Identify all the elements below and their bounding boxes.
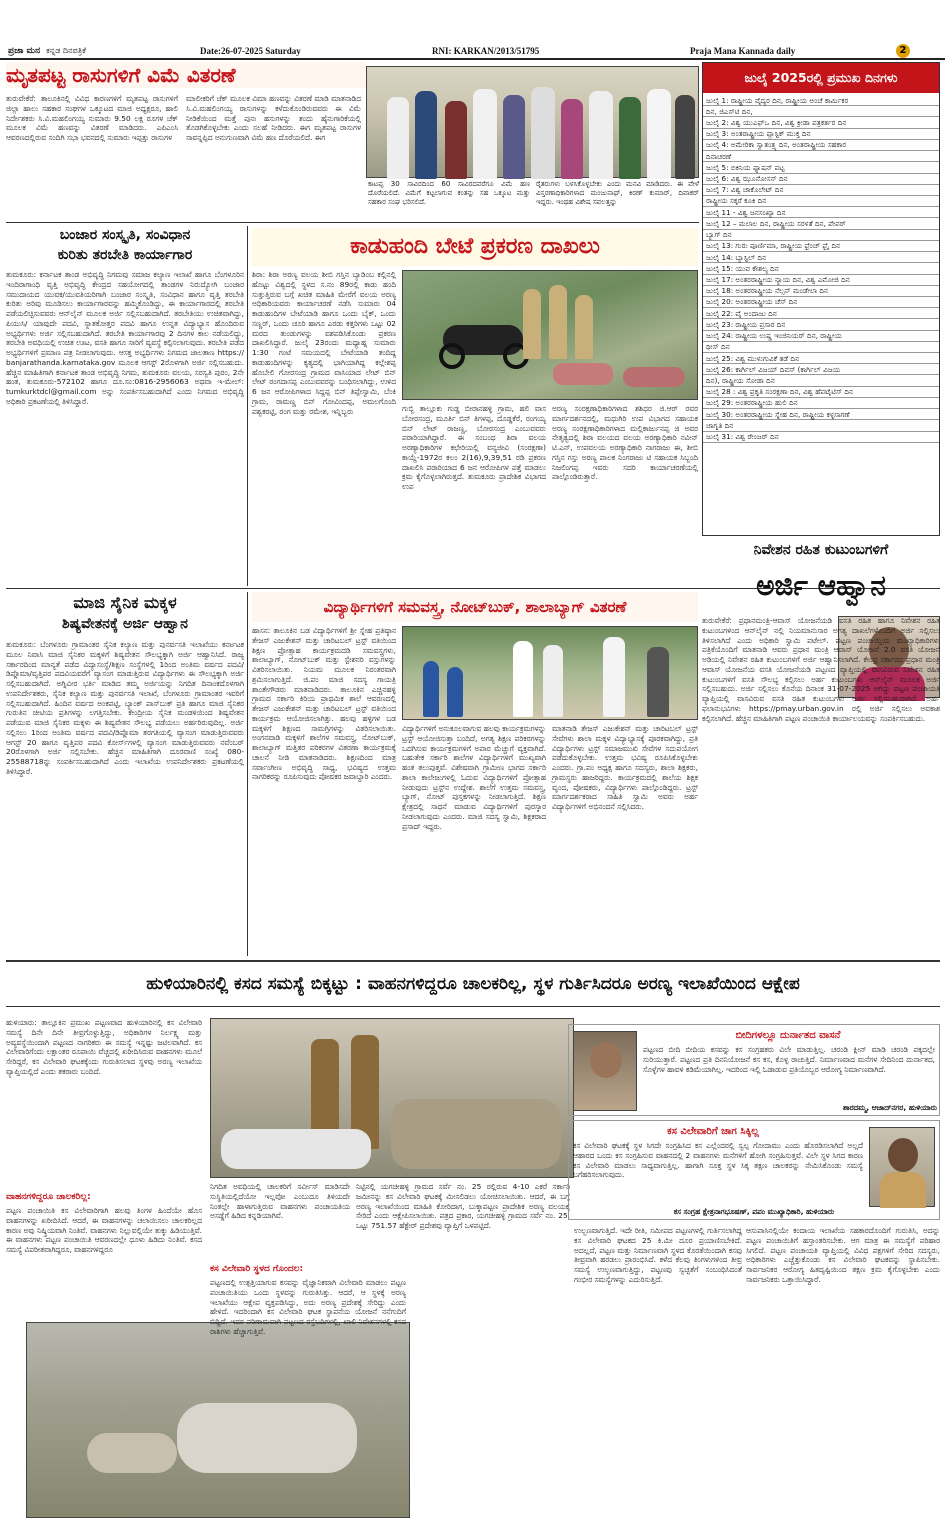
july-day-item: ಜುಲೈ 14: ಬ್ಯಾಸ್ಟಿಲ್ ದಿನ — [703, 252, 939, 263]
july-day-item: ಜುಲೈ 29: ಅಂತರರಾಷ್ಟ್ರೀಯ ಹುಲಿ ದಿನ — [703, 398, 939, 409]
july-day-item: ಜುಲೈ 24: ರಾಷ್ಟ್ರೀಯ ಉಷ್ಣ ಇಂಜಿನಿಯರ್ ದಿನ, ರಾಷ್ಟ್ರೀಯ — [703, 331, 939, 342]
article-headline-hulliyar: ಹುಳಿಯಾರಿನಲ್ಲಿ ಕಸದ ಸಮಸ್ಯೆ ಬಿಕ್ಕಟ್ಟು : ವಾಹನಗಳಿದ್ದರೂ ಚಾಲಕರಿಲ್ಲ, ಸ್ಥಳ ಗುರ್ತಿಸಿದರೂ ಅರಣ್ಯ ಇಲಾಖೆಯಿಂದ ಆಕ್ಷೇಪ — [146, 974, 800, 994]
july-day-item: ಜುಲೈ 18: ಅಂತರರಾಷ್ಟ್ರೀಯ ನೆಲ್ಸನ್ ಮಂಡೇಲಾ ದಿನ — [703, 286, 939, 297]
july-day-item: ಜುಲೈ 11 - ವಿಶ್ವ ಜನಸಂಖ್ಯಾ ದಿನ — [703, 207, 939, 218]
july-day-item: ಥೀಸ್ ದಿನ — [703, 342, 939, 353]
article-text-col1: ತುರುವೇಕೆರೆ: ತಾಲೂಕಿನಲ್ಲಿ ವಿವಿಧ ಕಾರಣಗಳಿಗೆ ಮೃತಪಟ್ಟ ರಾಸುಗಳಿಗೆ ಜಿಲ್ಲಾ ಹಾಲು ಸಹಕಾರ ಸಂಘಗಳ ಒಕ್ಕೂಟದ ಮಾಜಿ ಅಧ್ಯಕ್ಷರೂ, ಹಾಲಿ ನಿರ್ದೇಶಕರು ಸಿ.ವಿ.ಮಹಲಿಂಗಯ್ಯ ಸುಮಾರು 9.50 ಲಕ್ಷ ರೂಗಳ ಚೆಕ್ ಮೂಲಕ ವಿಮೆ ಹಣವನ್ನು ವಿತರಣೆ ಮಾಡಿದರು. ಎಪಿಎಂಸಿ ಆವರಣದಲ್ಲಿರುವ ಸಂದಿಗಿ ಸಭಾ ಭವನದಲ್ಲಿ ಸುಮಾರು ಇಪ್ಪತ್ತು ರಾಸುಗಳ — [6, 94, 178, 143]
july-day-item: ಜುಲೈ 1: ರಾಷ್ಟ್ರೀಯ ವೈದ್ಯರ ದಿನ, ರಾಷ್ಟ್ರೀಯ ಅಂಚೆ ಕಾರ್ಮಿಕರ — [703, 95, 939, 106]
july-day-item: ಜುಲೈ 15: ಯುವ ಕೌಶಲ್ಯ ದಿನ — [703, 263, 939, 274]
masthead-tagline: ಕನ್ನಡ ದಿನಪತ್ರಿಕೆ — [46, 46, 87, 55]
july-days-title: ಜುಲೈ 2025ರಲ್ಲಿ ಪ್ರಮುಖ ದಿನಗಳು — [703, 63, 939, 93]
article-ex-servicemen — [6, 592, 244, 956]
article-text-col1b: ಪಟ್ಟಣ ಪಂಚಾಯಿತಿ ಕಸ ವಿಲೇವಾರಿಗಾಗಿ ಹಲವು ತಿಂಗಳ ಹಿಂದೆಯೇ ಹೊಸ ವಾಹನಗಳನ್ನು ಖರೀದಿಸಿದೆ. ಆದರೆ, ಈ ವಾಹನಗಳನ್ನು ಚಲಾಯಿಸಲು ಚಾಲಕರಿಲ್ಲದ ಕಾರಣ ಅವು ನಿಷ್ಕ್ರಿಯವಾಗಿ ನಿಂತಿವೆ. ವಾಹನಗಳು ನಿಲ್ಲುವಲ್ಲಿಯೇ ತುಕ್ಕು ಹಿಡಿಯುತ್ತಿವೆ. ಈ ವಾಹನಗಳು ಪಟ್ಟಣ ಪಂಚಾಯಿತಿ ಆವರಣದಲ್ಲೇ ಧೂಳು ಹಿಡಿದು ನಿಂತಿವೆ. ಕಸದ ಸಮಸ್ಯೆ ವಿಪರೀತವಾಗಿದ್ದರೂ, ವಾಹನಗಳಿದ್ದರೂ — [6, 1206, 202, 1255]
july-day-item: ಬ್ಯಾಗ್ ದಿನ — [703, 230, 939, 241]
july-day-item: ಜುಲೈ 4: ಅಮೇರಿಕಾ ಸ್ವಾತಂತ್ರ್ಯ ದಿನ, ಅಂತರಾಷ್ಟ್ರೀಯ ಸಹಕಾರ — [703, 140, 939, 151]
divider — [247, 226, 248, 586]
article-headline: ಮಾಜಿ ಸೈನಿಕ ಮಕ್ಕಳ — [73, 593, 177, 612]
divider — [6, 222, 699, 223]
photo-caption-right: ರೈತರುಗಳು ಬಳಸಿಕೊಳ್ಳಬೇಕು ಎಂದು ಮನವಿ ಮಾಡಿದರು. ಈ ವೇಳೆ ವಿಸ್ತರಣಾಧಿಕಾರಿಗಳಾದ ಮಂಜುನಾಥ್, ಕಿರಣ್ ಕುಮಾರ್, ದಿವಾಕರ್ ಇದ್ದರು. ಇಂಥಹ ವಿಶೇಷ ಸವಲತ್ತನ್ನು — [536, 180, 699, 207]
article-students — [252, 592, 698, 956]
article-insurance — [6, 62, 699, 220]
article-text-col1: ಹಾಸನ: ತಾಲೂಕಿನ ಬಡ ವಿದ್ಯಾರ್ಥಿಗಳಿಗೆ ಶ್ರೀ ಸ್ನೇಹ ಪ್ರತಿಷ್ಠಾನ ತೇಜಸ್ ಎಜುಕೇಶನ್ ಮತ್ತು ಚಾರಿಟಬಲ್ ಟ್ರಸ್ಟ್ ವತಿಯಿಂದ ಶಿಕ್ಷಣ ಪ್ರೋತ್ಸಾಹ ಕಾರ್ಯಕ್ರಮದಡಿ ಸಮವಸ್ತ್ರಗಳು, ಶಾಲಾಬ್ಯಾಗ್, ನೋಟ್‌ಬುಕ್ ಮತ್ತು ಸ್ಟೇಶನರಿ ವಸ್ತುಗಳನ್ನು ವಿತರಿಸಲಾಯಿತು. ನಿಯಮ ಮೂಲಕ ನಿರಂತರವಾಗಿ ಶ್ರಮಿಸಲಾಗುತ್ತಿದೆ. ಜಿ.ಪಂ ಮಾಜಿ ಸದಸ್ಯ ಗಾಯತ್ರಿ ಶಾಂತೇಗೌಡರು ಮಾತನಾಡಿದರು. ತಾಲೂಕಿನ ಎಚ್ಚಿನಹಳ್ಳಿ ಗ್ರಾಮದ ಸರ್ಕಾರಿ ಕಿರಿಯ ಪ್ರಾಥಮಿಕ ಶಾಲೆ ಆವರಣದಲ್ಲಿ ತೇಜಸ್ ಎಜುಕೇಶನ್ ಮತ್ತು ಚಾರಿಟಬಲ್ ಟ್ರಸ್ಟ್ ವತಿಯಿಂದ ಕಾರ್ಯಕ್ರಮ ಆಯೋಜಿಸಲಾಗಿತ್ತು. ಹಲವು ಹಳ್ಳಿಗಳ ಬಡ ಮಕ್ಕಳಿಗೆ ಶಿಕ್ಷಣದ ಸಾಮಗ್ರಿಗಳನ್ನು ವಿತರಿಸಲಾಯಿತು. ಅಂಗನವಾಡಿ ಮಕ್ಕಳಿಗೆ ಶಾಲೆಗಳ ಸಮವಸ್ತ್ರ, ನೋಟ್‌ಬುಕ್, ಶಾಲಾಬ್ಯಾಗ್ ಮತ್ತಿತರ ಪರಿಕರಗಳ ವಿತರಣಾ ಕಾರ್ಯಕ್ರಮಕ್ಕೆ ಚಾಲನೆ ನೀಡಿ ಮಾತನಾಡಿದರು. ಶಿಕ್ಷಣದಿಂದ ಮಾತ್ರ ಸರ್ವಾಂಗೀಣ ಅಭಿವೃದ್ಧಿ ಸಾಧ್ಯ, ಭವಿಷ್ಯದ ಉತ್ತಮ ನಾಗರಿಕರನ್ನು ರೂಪಿಸುವುದು ಪೋಷಕರ ಜವಾಬ್ದಾರಿ ಎಂದರು. — [252, 626, 396, 782]
july-day-item: ಜುಲೈ 30: ಅಂತರರಾಷ್ಟ್ರೀಯ ಸ್ನೇಹ ದಿನ, ರಾಷ್ಟ್ರೀಯ ಕಳ್ಳಸಾಗಣೆ — [703, 409, 939, 420]
july-day-item: ಜುಲೈ 17: ಅಂತರರಾಷ್ಟ್ರೀಯ ನ್ಯಾಯ ದಿನ, ವಿಶ್ವ ಎಮೋಜಿ ದಿನ — [703, 275, 939, 286]
rni-number: RNI: KARKAN/2013/51795 — [432, 46, 540, 56]
july-day-item: ದಿನ, ಜಿಎಸ್‌ಟಿ ದಿನ, — [703, 106, 939, 117]
article-text-col3: ಅರಣ್ಯ ಸಂರಕ್ಷಣಾಧಿಕಾರಿಗಳಾದ ಶಶಿಧರ ಜಿ.ಆರ್ ರವರ ಮಾರ್ಗದರ್ಶನದಲ್ಲಿ, ಮಧುಗಿರಿ ಉಪ ವಿಭಾಗದ ಸಹಾಯಕ ಅರಣ್ಯ ಸಂರಕ್ಷಣಾಧಿಕಾರಿಗಳಾದ ಮಲ್ಲಿಕಾರ್ಜುನಪ್ಪ ಜಿ ಅವರ ನೇತೃತ್ವದಲ್ಲಿ ಶಿರಾ ವಲಯದ ವಲಯ ಅರಣ್ಯಾಧಿಕಾರಿ ನವೀನ್ ಟಿ.ಎನ್, ಉಪವಲಯ ಅರಣ್ಯಾಧಿಕಾರಿ ನಾಗರಾಜು ಈ, ಶೀಬಿ ಗಸ್ತಿನ ಗಸ್ತು ಅರಣ್ಯ ಪಾಲಕ ನಿಂಗರಾಜು ಟಿ ಸಹಾಯಕ ಸಿಬ್ಬಂದಿ ನಿಜಲಿಂಗಪ್ಪ ಇವರು ಸದರಿ ಕಾರ್ಯಾಚರಣೆಯಲ್ಲಿ ಪಾಲ್ಗೊಂಡಿರುತ್ತಾರೆ. — [552, 404, 698, 482]
divider — [6, 1006, 940, 1007]
article-body: ತುಮಕೂರು: ಬೆಂಗಳೂರು ಗ್ರಾಮಾಂತರ ಸೈನಿಕ ಕಲ್ಯಾಣ ಮತ್ತು ಪುನರ್ವಸತಿ ಇಲಾಖೆಯು ಕರ್ನಾಟಕ ಮೂಲ ನಿವಾಸಿ ಮಾಜಿ ಸೈನಿಕರ ಮಕ್ಕಳಿಗೆ ಶಿಷ್ಯವೇತನ ಸೌಲಭ್ಯಕ್ಕಾಗಿ ಅರ್ಜಿ ಆಹ್ವಾನಿಸಿದೆ. ರಾಜ್ಯ ಸರ್ಕಾರದಿಂದ ಮಾನ್ಯತೆ ಪಡೆದ ವಿದ್ಯಾಸಂಸ್ಥೆ/ಶಿಕ್ಷಣ ಸಂಸ್ಥೆಗಳಲ್ಲಿ 1ರಿಂದ ಅಂತಿಮ ವರ್ಷದ ಪದವಿ/ಡಿಪ್ಲೊಮಾ/ವೃತ್ತಿಪರ ಪದವಿಯವರೆಗೆ ವ್ಯಾಸಂಗ ಮಾಡುತ್ತಿರುವ ವಿದ್ಯಾರ್ಥಿಗಳು ಈ ಸೌಲಭ್ಯಕ್ಕಾಗಿ ಅರ್ಜಿ ಸಲ್ಲಿಸಬಹುದಾಗಿದೆ. ಅಗ್ನಿವೀರ ಭರ್ತಿ ಮಾಡಿದ ತಮ್ಮ ಅರ್ಜಿಯನ್ನು ನಿಗದಿತ ದಿನಾಂಕದೊಳಗಾಗಿ ಉಪನಿರ್ದೇಶಕರು, ಸೈನಿಕ ಕಲ್ಯಾಣ ಮತ್ತು ಪುನರ್ವಸತಿ ಇಲಾಖೆ, ಬೆಂಗಳೂರು ಗ್ರಾಮಾಂತರ ಇವರಿಗೆ ಸಲ್ಲಿಸಬಹುದಾಗಿದೆ. ಹಿಂದಿನ ವರ್ಷದ ಅಂಕಪಟ್ಟಿ, ಬ್ಯಾಂಕ್ ಪಾಸ್‌ಬುಕ್ ಪ್ರತಿ ಹಾಗೂ ಮಾಜಿ ಸೈನಿಕರ ಗುರುತಿನ ಚೀಟಿಯ ಪ್ರತಿಗಳನ್ನು ಲಗತ್ತಿಸಬೇಕು. ಕೇಂದ್ರೀಯ ಸೈನಿಕ ಮಂಡಳಿಯಿಂದ ಶಿಷ್ಯವೇತನ ಪಡೆಯುವ ಮಾಜಿ ಸೈನಿಕರ ಮಕ್ಕಳು ಈ ಶಿಷ್ಯವೇತನ ಸೌಲಭ್ಯ ಪಡೆಯಲು ಅರ್ಹರಿರುವುದಿಲ್ಲ. ಅರ್ಜಿ ಸಲ್ಲಿಸಲು 1ರಿಂದ ಅಂತಿಮ ವರ್ಷದ ಪದವಿ/ಡಿಪ್ಲೊಮಾ ತರಗತಿಯಲ್ಲಿ ವ್ಯಾಸಂಗ ಮಾಡುತ್ತಿರುವವರು ಆಗಸ್ಟ್ 20 ಹಾಗೂ ವೃತ್ತಿಪರ ಪದವಿ ಕೋರ್ಸ್‌ಗಳಲ್ಲಿ ವ್ಯಾಸಂಗ ಮಾಡುತ್ತಿರುವವರು ನವೆಂಬರ್ 20ರೊಳಗಾಗಿ ಅರ್ಜಿ ಸಲ್ಲಿಸಬೇಕು. ಹೆಚ್ಚಿನ ಮಾಹಿತಿಗಾಗಿ ದೂರವಾಣಿ ಸಂಖ್ಯೆ 080-25588718ನ್ನು ಸಂಪರ್ಕಿಸಬಹುದಾಗಿದೆ ಎಂದು ಇಲಾಖೆಯ ಉಪನಿರ್ದೇಶಕರು ಪ್ರಕಟಣೆಯಲ್ಲಿ ತಿಳಿಸಿದ್ದಾರೆ. — [6, 640, 244, 776]
article-text-col1: ಹುಳಿಯಾರು: ತಾಲ್ಲೂಕಿನ ಪ್ರಮುಖ ಪಟ್ಟಣವಾದ ಹುಳಿಯಾರಿನಲ್ಲಿ ಕಸ ವಿಲೇವಾರಿ ಸಮಸ್ಯೆ ದಿನೇ ದಿನೇ ತೀವ್ರಗೊಳ್ಳುತ್ತಿದ್ದು, ಅಧಿಕಾರಿಗಳ ನಿರ್ಲಕ್ಷ್ಯ ಮತ್ತು ಅವ್ಯವಸ್ಥೆಯಿಂದಾಗಿ ಪಟ್ಟಣದ ನಾಗರಿಕರು ಈ ಸಮಸ್ಯೆ ಇನ್ನಷ್ಟು ಜಟಿಲವಾಗಿದೆ. ಕಸ ವಿಲೇವಾರಿಗೆಂದು ಲಕ್ಷಾಂತರ ರೂಪಾಯಿ ವೆಚ್ಚದಲ್ಲಿ ಖರೀದಿಸಿರುವ ವಾಹನಗಳು ಮೂಲೆ ಸೇರಿದ್ದರೆ, ಕಸ ವಿಲೇವಾರಿ ಘಟಕಕ್ಕೆಂದು ಗುರುತಿಸಲಾದ ಸ್ಥಳವು ಅರಣ್ಯ ಇಲಾಖೆಯ ವ್ಯಾಪ್ತಿಯಲ್ಲಿದೆ ಎಂದು ತಕರಾರು ಬಂದಿದೆ. — [6, 1018, 202, 1076]
july-day-item: ಜಾಗೃತಿ ದಿನ — [703, 420, 939, 431]
quote-author: ಕಸ ಸಂಗ್ರಹ ಕ್ಷೇತ್ರನಾಗಭೂಷಣ್, ಪಪಂ ಮುಖ್ಯಾಧಿಕಾರಿ, ಹುಳಿಯಾರು — [673, 1207, 835, 1216]
article-body: ತುರುವೇಕೆರೆ: ಪ್ರಧಾನಮಂತ್ರಿ-ಆವಾಸ್ ಯೋಜನೆಯಡಿ ವಸತಿ ರಹಿತ ಹಾಗೂ ನಿವೇಶನ ರಹಿತ ಕುಟುಂಬಗಳಿಂದ ಆನ್‌ಲೈನ್ ನಲ್ಲಿ ನಿಯಮಾನುಸಾರ ಅಗತ್ಯ ದಾಖಲೆಗಳೊಂದಿಗೆ ಅರ್ಜಿ ಸಲ್ಲಿಸಲು ತಿಳಿಸಲಾಗಿದೆ ಎಂದು ಅಧಿಕಾರಿ ಸ್ವಾಮಿ ಪಟೇಲ್. ಪಟ್ಟಣ ಪಂಚಾಯ್ತಿಯ ಮುಖ್ಯಾಧಿಕಾರಿಗಳು ಪತ್ರಿಕೆಯೊಂದಿಗೆ ಮಾತನಾಡಿ ಆವರು ಪ್ರಧಾನ ಮಂತ್ರಿ ಆವಾಸ್ ಯೋಜನೆ 2.0 ವಸತಿ ಯೋಜನೆ ಅಡಿಯಲ್ಲಿ ನಿವೇಶನ ರಹಿತ ಕುಟುಂಬಗಳಿಗೆ ಅರ್ಜಿ ಆಹ್ವಾನಿಸಲಾಗಿದೆ. ಕೇಂದ್ರ ಸರ್ಕಾರದ ಪ್ರಧಾನ ಮಂತ್ರಿ ಆವಾಸ್ ಯೋಜನೆಯ ವಸತಿ ಯೋಜನೆಯಡಿ ಪಟ್ಟಣದ ವ್ಯಾಪ್ತಿಯಲ್ಲಿ ವಾಸವಿರುವ ನಿವೇಶನ ರಹಿತ ಕುಟುಂಬಗಳಿಗೆ ವಸತಿ ಸೌಲಭ್ಯ ಕಲ್ಪಿಸಲು ಅರ್ಹ ಕುಟುಂಬಗಳು ಆನ್‌ಲೈನ್ ಮೂಲಕ ಅರ್ಜಿ ಸಲ್ಲಿಸಬಹುದು. ಅರ್ಜಿ ಸಲ್ಲಿಸಲು ಕೊನೆಯ ದಿನಾಂಕ 31-07-2025 ಆಗಿದ್ದು ಪಟ್ಟಣ ಪಂಚಾಯತಿ ವ್ಯಾಪ್ತಿಯಲ್ಲಿ ವಾಸವಿರುವ ವಸತಿ ರಹಿತ ಕುಟುಂಬಗಳು ಅರ್ಜಿ ಸಲ್ಲಿಸಬಹುದಾಗಿದೆ. ಅರ್ಹ ಫಲಾನುಭವಿಗಳು https://pmay.urban.gov.in ರಲ್ಲಿ ಅರ್ಜಿ ಸಲ್ಲಿಸಲು ಅವಕಾಶ ಕಲ್ಪಿಸಲಾಗಿದೆ. ಹೆಚ್ಚಿನ ಮಾಹಿತಿಗಾಗಿ ಪಟ್ಟಣ ಪಂಚಾಯಿತಿ ಕಾರ್ಯಾಲಯವನ್ನು ಸಂಪರ್ಕಿಸಬಹುದು. — [702, 616, 940, 723]
article-headline: ಬಂಜಾರ ಸಂಸ್ಕೃತಿ, ಸಂವಿಧಾನ — [59, 227, 191, 243]
students-photo — [402, 626, 698, 720]
official-photo-quote — [869, 1127, 935, 1207]
article-text-col3: ನಿಟ್ಟಿನಲ್ಲಿ ಯಗಚೀಹಳ್ಳಿ ಗ್ರಾಮದ ಸರ್ವೆ ನಂ. 25 ರಲ್ಲಿರುವ 4-10 ಎಕರೆ ಸರ್ಕಾರಿ ಜಮೀನನ್ನು ಕಸ ವಿಲೇವಾರಿ ಘಟಕಕ್ಕೆ ಮೀಸಲಿಡಲು ಯೋಚಿಸಲಾಯಿತು. ಆದರೆ, ಈ ಬಗ್ಗೆ ಅರಣ್ಯ ಇಲಾಖೆಯಿಂದ ಮಾಹಿತಿ ಕೋರಿದಾಗ, ಬುಕ್ಕಾಪಟ್ಟಣ ಪ್ರಾದೇಶಿಕ ಅರಣ್ಯ ವಲಯಕ್ಕೆ ಸೇರಿದೆ ಎಂದು ಆಕ್ಷೇಪಿಸಲಾಯಿತು. ಪತ್ರದ ಪ್ರಕಾರ, ಯಗಚೀಹಳ್ಳಿ ಗ್ರಾಮದ ಸರ್ವೆ ನಂ. 25, ಒಟ್ಟು 751.57 ಹೆಕ್ಟೇರ್ ಪ್ರದೇಶವು ವ್ಯಾಪ್ತಿಗೆ ಒಳಪಟ್ಟಿದೆ. — [356, 1182, 570, 1231]
article-headline: ವಿದ್ಯಾರ್ಥಿಗಳಿಗೆ ಸಮವಸ್ತ್ರ, ನೋಟ್‌ಬುಕ್, ಶಾಲಾಬ್ಯಾಗ್ ವಿತರಣೆ — [252, 592, 698, 622]
july-day-item: ಜುಲೈ 3: ಅಂತರಾಷ್ಟ್ರೀಯ ಪ್ಲಾಸ್ಟಿಕ್ ಮುಕ್ತ ದಿನ — [703, 129, 939, 140]
article-text-col2: ಪಟ್ಟಣದಲ್ಲಿ ಉತ್ಪತ್ತಿಯಾಗುವ ಕಸವನ್ನು ವೈಜ್ಞಾನಿಕವಾಗಿ ವಿಲೇವಾರಿ ಮಾಡಲು ಪಟ್ಟಣ ಪಂಚಾಯಿತಿಯು ಒಂದು ಸ್ಥಳವನ್ನು ಗುರುತಿಸಿತ್ತು. ಆದರೆ, ಆ ಸ್ಥಳಕ್ಕೆ ಅರಣ್ಯ ಇಲಾಖೆಯು ಆಕ್ಷೇಪ ವ್ಯಕ್ತಪಡಿಸಿದ್ದು, ಅದು ಅರಣ್ಯ ಪ್ರದೇಶಕ್ಕೆ ಸೇರಿದ್ದು ಎಂದು ಹೇಳಿದೆ. ಇದರಿಂದಾಗಿ ಕಸ ವಿಲೇವಾರಿ ಘಟಕ ಸ್ಥಾಪನೆಯ ಯೋಜನೆ ನನೆಗುದಿಗೆ ಬಿದ್ದಿದೆ. ಇದರ ಪರಿಣಾಮವಾಗಿ ಪಟ್ಟಣದ ರಸ್ತೆಬದಿಗಳಲ್ಲಿ, ಖಾಲಿ ನಿವೇಶನಗಳಲ್ಲಿ ಕಸದ ರಾಶಿಗಳು ಹೆಚ್ಚಾಗುತ್ತಿವೆ. — [210, 1278, 406, 1336]
wild-boar-photo — [402, 270, 698, 400]
article-subheadline: ಕುರಿತು ತರಬೇತಿ ಕಾರ್ಯಾಗಾರ — [57, 247, 193, 263]
article-wild-boar — [252, 226, 698, 586]
garbage-photo-workers — [210, 1018, 574, 1178]
garbage-photo-bottom — [26, 1322, 410, 1518]
july-days-list — [703, 93, 939, 443]
masthead — [8, 46, 86, 58]
july-day-item: ಜುಲೈ 31: ವಿಶ್ವ ರೇಂಜರ್ ದಿನ — [703, 432, 939, 443]
article-text-col2: ಗುಬ್ಬಿ ತಾಲ್ಲೂಕು ಗುಡ್ಡ ಬೀರಾನಹಳ್ಳಿ ಗ್ರಾಮ, ಹಲಿ ವಾಸ ಬೋರಸಂದ್ರ, ಮೂರ್ತಿ ಬಿನ್ ತಿಗಳಪ್ಪ, ದೊಡ್ಡಕೆರೆ, ರಂಗಯ್ಯ ಬಿನ್ ಲೇಟ್ ರಾಜಣ್ಣ, ಬೋರಸಂದ್ರ ಎಂಬುವವರು ಪರಾರಿಯಾಗಿದ್ದಾರೆ. ಈ ಸಂಬಂಧ ಶಿರಾ ವಲಯ ಅರಣ್ಯಾಧಿಕಾರಿಗಳ ಕಛೇರಿಯಲ್ಲಿ ವನ್ಯಜೀವಿ (ಸಂರಕ್ಷಣಾ) ಕಾಯ್ದೆ-1972ರ ಕಲಂ 2(16),9,39,51 ರಡಿ ಪ್ರಕರಣ ದಾಖಲಿಸಿ ಪರಾರಿಯಾದ 6 ಜನ ಆರೋಪಿಗಳ ಪತ್ತೆ ಮಾಡಲು ಕ್ರಮ ಕೈಗೊಳ್ಳಲಾಗಿರುತ್ತದೆ. ತುಮಕೂರು ಪ್ರಾದೇಶಿಕ ವಿಭಾಗದ ಉಪ — [402, 404, 546, 492]
july-day-item: ಜುಲೈ 26: ಕಾರ್ಗಿಲ್ ವಿಜಯ್ ದಿವಸ್ (ಕಾರ್ಗಿಲ್ ವಿಜಯ — [703, 364, 939, 375]
article-housing — [702, 540, 940, 956]
masthead-bar — [0, 0, 945, 60]
quote-title: ಬೀದಿಗಳಲ್ಲೂ ದುರ್ನಾತದ ವಾಸನೆ — [735, 1030, 841, 1041]
article-text-col2: ಮಾಲೀಕರಿಗೆ ಚೆಕ್ ಮೂಲಕ ವಿಮಾ ಹಣವನ್ನು ವಿತರಣೆ ಮಾಡಿ ಮಾತನಾಡಿದ ಸಿ.ವಿ.ಮಹಲಿಂಗಯ್ಯ ರಾಸುಗಳನ್ನು ಕಳೆದುಕೊಂಡಿರುವವರು ಈ ವಿಮೆ ನೀಡಿಕೆಯಿಂದ ಮತ್ತೆ ಪುನಃ ಹಸುಗಳನ್ನು ತಂದು ಹೈನುಗಾರಿಕೆಯಲ್ಲಿ ತೊಡಗಿಕೊಳ್ಳಬೇಕು ಎಂದು ಸಲಹೆ ನೀಡಿದರು. ಈಗ ಮೃತಪಟ್ಟ ರಾಸುಗಳ ಸಾವನ್ನಪ್ಪಿದ ಅನುಗುಣವಾಗಿ ವಿಮೆ ಹಣ ದೊರೆಯಲಿದೆ. ಈಗ — [186, 94, 361, 143]
brand-name: Praja Mana Kannada daily — [690, 46, 796, 56]
quote-author: ಶಾರದಮ್ಮ, ಆಜಾದ್‌ನಗರ, ಹುಳಿಯಾರು — [842, 1103, 937, 1112]
july-day-item: ಜುಲೈ 5: ಬಿಕಿನಿಯ ಫ್ಯಾಷನ್ ಪಟ್ಟ — [703, 162, 939, 173]
article-headline: ಮೃತಪಟ್ಟ ರಾಸುಗಳಿಗೆ ವಿಮೆ ವಿತರಣೆ — [6, 62, 366, 88]
quote-box-official — [568, 1120, 940, 1220]
july-day-item: ಜುಲೈ 7: ವಿಶ್ವ ಚಾಕೊಲೇಟ್ ದಿನ — [703, 185, 939, 196]
july-days-box — [702, 62, 940, 536]
july-day-item: ಜುಲೈ 13: ಗುರು ಪೂರ್ಣಿಮಾ, ರಾಷ್ಟ್ರೀಯ ಫ್ರೆಂಚ್ ಫ್ರೈ ದಿನ — [703, 241, 939, 252]
divider — [247, 592, 248, 956]
july-day-item: ಜುಲೈ 28 : ವಿಶ್ವ ಪ್ರಕೃತಿ ಸಂರಕ್ಷಣಾ ದಿನ, ವಿಶ್ವ ಹೆಪಟೈಟಿಸ್ ದಿನ — [703, 387, 939, 398]
article-hulliyar — [6, 1010, 940, 1520]
article-text-col5: ಆಸುಪಾಸಿನಲ್ಲಿಯೇ ಕಂದಾಯ ಇಲಾಖೆಯ ಸಹಕಾರದೊಂದಿಗೆ ಗುರುತಿಸಿ, ಅದನ್ನು ಪಟ್ಟಣ ಪಂಚಾಯಿತಿಗೆ ಹಸ್ತಾಂತರಿಸಬೇಕು. ಆಗ ಮಾತ್ರ ಈ ಸಮಸ್ಯೆಗೆ ಪರಿಹಾರ ಸಿಗಲಿದೆ. ಪಟ್ಟಣ ಪಂಚಾಯತಿ ವ್ಯಾಪ್ತಿಯಲ್ಲಿ ವಿವಿಧ ಪಕ್ಷಗಳಿಗೆ ಸೇರಿದ ಸದಸ್ಯರು, ಅಧಿಕಾರಿಗಳು ಎಚ್ಚೆತ್ತುಕೊಂಡು ಕಸ ವಿಲೇವಾರಿ ಘಟಕವನ್ನು ಸ್ಥಾಪಿಸಬೇಕು. ಸಾರ್ವಜನಿಕರ ಆರೋಗ್ಯ ಹಿತದೃಷ್ಟಿಯಿಂದ ತಕ್ಷಣ ಕ್ರಮ ಕೈಗೊಳ್ಳಬೇಕು ಎಂದು ಸಾರ್ವಜನಿಕರು ಒತ್ತಾಯಿಸಿದ್ದಾರೆ. — [746, 1226, 940, 1284]
article-subheadline: ಶಿಷ್ಯವೇತನಕ್ಕೆ ಅರ್ಜಿ ಆಹ್ವಾನ — [62, 616, 188, 632]
july-day-item: ಜುಲೈ 6: ವಿಶ್ವ ಝೂನೋಸಸ್ ದಿನ — [703, 174, 939, 185]
photo-caption-left: ಕಾಟಪ್ಪ 30 ಸಾವಿರದಿಂದ 60 ಸಾವಿರದವರೆಗೂ ವಿಮೆ ಹಣ ದೊರೆಯಲಿದೆ. ವಿಮೆಗೆ ಕಟ್ಟಲಾಗುವ ಕಂತನ್ನು ಸಹ ಒಕ್ಕೂಟ ಮತ್ತು ಸಹಕಾರ ಸಂಘ ಭರಿಸಲಿದೆ. — [368, 180, 530, 207]
july-day-item: ರಾಷ್ಟ್ರೀಯ ಸಕ್ಕರೆ ಕೂಕಿ ದಿನ — [703, 196, 939, 207]
subheading-vehicles: ವಾಹನಗಳಿದ್ದರೂ ಚಾಲಕರಿಲ್ಲ: — [6, 1192, 91, 1202]
masthead-name: ಪ್ರಜಾ ಮನ — [8, 46, 41, 56]
quote-body: ಕಸ ವಿಲೇವಾರಿ ಘಟಕಕ್ಕೆ ಸ್ಥಳ ಸಿಗದೇ ಸಂಗ್ರಹಿಸಿದ ಕಸ ಎಲ್ಲೆಂದರಲ್ಲಿ ಸ್ವಲ್ಪ ಗೋದಾಮು ಎಂದು ಹೊರಡಿಸಲಾಗಿದೆ ಅಲ್ಲದೆ ಆಹಾರದ ಒಂದು ಕಸ ಸಂಗ್ರಹಿಸುವ ವಾಹನದಲ್ಲಿ 2 ವಾಹನಗಳು ಮನೆಗಳಿಗೆ ಹೋಗಿ ಸಂಗ್ರಹಿಸುತ್ತವೆ. ವಿಲೇ ಸ್ಥಳ ಸಿಗದ ಕಾರಣ ಕಸ ವಿಲೇವಾರಿ ಮಾಡಲು ಸಾಧ್ಯವಾಗುತ್ತಿಲ್ಲ. ಹಾಗಾಗಿ ಸೂಕ್ತ ಸ್ಥಳ ಸಿಕ್ಕ ತಕ್ಷಣ ಚಾಲಕರನ್ನು ನೇಮಿಸಿಕೊಂಡು ಸಮಸ್ಯೆ ಬಗೆಹರಿಸಲಾಗುವುದು. — [573, 1141, 863, 1180]
subheading-site: ಕಸ ವಿಲೇವಾರಿ ಸ್ಥಳದ ಗೊಂದಲ: — [210, 1264, 304, 1274]
article-text-col2: ವಿದ್ಯಾರ್ಥಿಗಳಿಗೆ ಅನುಕೂಲವಾಗುವ ಹಲವು ಕಾರ್ಯಕ್ರಮಗಳನ್ನು ಟ್ರಸ್ಟ್ ಆಯೋಜಿಸುತ್ತಾ ಬಂದಿದೆ, ಅಗತ್ಯ ಶಿಕ್ಷಣ ಪರಿಕರಗಳನ್ನು ಒದಗಿಸುವ ಕಾರ್ಯಕ್ರಮಗಳಿಗೆ ಅಪಾರ ಮೆಚ್ಚುಗೆ ವ್ಯಕ್ತವಾಗಿದೆ. ಬಹುತೇಕ ಸರ್ಕಾರಿ ಶಾಲೆಗಳ ವಿದ್ಯಾರ್ಥಿಗಳಿಗೆ ಮುಖ್ಯವಾಗಿ ಹಂತ ತಲುಪುತ್ತವೆ. ವಿಶೇಷವಾಗಿ ಗ್ರಾಮೀಣ ಭಾಗದ ಸರ್ಕಾರಿ ಶಾಲಾ ಕಾಲೇಜುಗಳಲ್ಲಿ ಓದುವ ವಿದ್ಯಾರ್ಥಿಗಳಿಗೆ ಪ್ರೋತ್ಸಾಹ ನೀಡುವುದು ಟ್ರಸ್ಟ್‌ನ ಉದ್ದೇಶ. ಶಾಲೆಗೆ ಉತ್ತಮ ಸಮವಸ್ತ್ರ, ಬ್ಯಾಗ್, ನೋಟ್ ಪುಸ್ತಕಗಳನ್ನು ನೀಡಲಾಗುತ್ತಿದೆ. ಶಿಕ್ಷಣ ಕ್ಷೇತ್ರದಲ್ಲಿ ಸಾಧನೆ ಮಾಡುವ ವಿದ್ಯಾರ್ಥಿಗಳಿಗೆ ಪುರಸ್ಕಾರ ನೀಡಲಾಗುವುದು ಎಂದರು. ಮಾಜಿ ಸದಸ್ಯ ಸ್ವಾಮಿ, ಶಿಕ್ಷಕರಾದ ಪ್ರಸಾದ್ ಇದ್ದರು. — [402, 724, 546, 831]
article-text-col4: ಉಲ್ಬಣವಾಗುತ್ತಿದೆ. ಇದೇ ರೀತಿ, ಸಮೀಪದ ಪಟ್ಟಣಗಳಲ್ಲಿ ಗುರ್ತಿಸಲಾಗಿದ್ದ ಕಸ ವಿಲೇವಾರಿ ಘಟಕದ 25 ಕಿ.ಮೀ ದೂರ ಪ್ರಯಾಣಿಸಬೇಕಿದೆ. ಅದಲ್ಲದೆ, ಪಟ್ಟಣ ಮತ್ತು ನಿರ್ಮಾಣವಾಗಿ ಸ್ಥಳದ ಕೊರತೆಯಿಂದಾಗಿ ಕಸವು ತೀವ್ರವಾಗಿ ಹರಡಲು ಪ್ರಾರಂಭಿಸಿದೆ. ಕಳೆದ ಕೆಲವು ತಿಂಗಳುಗಳಿಂದ ತೀವ್ರ ಸಮಸ್ಯೆ ಉಲ್ಬಣವಾಗುತ್ತಿದ್ದು, ಪಟ್ಟಣವು ಸ್ವಚ್ಛತೆಗೆ ಸಂಬಂಧಿಸಿದಂತೆ ಗಂಭೀರ ಸಮಸ್ಯೆಗಳನ್ನು ಎದುರಿಸುತ್ತಿದೆ. — [574, 1226, 742, 1284]
quote-title: ಕಸ ವಿಲೇವಾರಿಗೆ ಜಾಗ ಸಿಕ್ಕಿಲ್ಲ — [667, 1126, 759, 1137]
july-day-item: ದಿನಾಚರಣೆ — [703, 151, 939, 162]
article-headline: ಕಾಡುಹಂದಿ ಬೇಟೆ ಪ್ರಕರಣ ದಾಖಲು — [252, 228, 698, 266]
july-day-item: ಜುಲೈ 12 – ಮಲಾಲ ದಿನ, ರಾಷ್ಟ್ರೀಯ ಸರಳತೆ ದಿನ, ಪೇಪರ್ — [703, 218, 939, 229]
july-day-item: ಜುಲೈ 20: ಅಂತರರಾಷ್ಟ್ರೀಯ ಚೆಸ್ ದಿನ — [703, 297, 939, 308]
resident-photo — [573, 1031, 637, 1111]
article-headline: ನಿವೇಶನ ರಹಿತ ಕುಟುಂಬಗಳಿಗೆ — [753, 542, 889, 558]
article-body: ತುಮಕೂರು: ಕರ್ನಾಟಕ ತಾಂಡ ಅಭಿವೃದ್ಧಿ ನಿಗಮವು ಸಮಾಜ ಕಲ್ಯಾಣ ಇಲಾಖೆ ಹಾಗೂ ಬೆಂಗಳೂರಿನ ಇಂದಿರಾಗಾಂಧಿ ವೃತ್ತಿ ಅಭಿವೃದ್ಧಿ ಕೇಂದ್ರದ ಸಹಯೋಗದಲ್ಲಿ ತಾಂಡಗಳ ನಿರುದ್ಯೋಗಿ ಬಂಜಾರ ಸಮುದಾಯದ ಯುವಕ/ಯುವತಿಯರಿಗಾಗಿ ಬಂಜಾರ ಸಂಸ್ಕೃತಿ, ಸಂವಿಧಾನ ಹಾಗೂ ವೃತ್ತಿ ತರಬೇತಿ ಕುರಿತು ಅರಿವು ಮೂಡಿಸಲು ಕಾರ್ಯಾಗಾರವನ್ನು ಹಮ್ಮಿಕೊಂಡಿದ್ದು, ಈ ಕಾರ್ಯಾಗಾರದಲ್ಲಿ ತರಬೇತಿ ಪಡೆಯಲಿಚ್ಛಿಸುವವರು ಆನ್‌ಲೈನ್ ಮೂಲಕ ಅರ್ಜಿ ಸಲ್ಲಿಸಬಹುದಾಗಿದೆ. ತರಬೇತಿಯು ಉಚಿತವಾಗಿದ್ದು, ಪಿಯುಸಿ/ ಯಾವುದೇ ಪದವಿ, ಸ್ನಾತಕೋತ್ತರ ಪದವಿ ಹಾಗೂ ಉನ್ನತ ವಿದ್ಯಾಭ್ಯಾಸ ಹೊಂದಿರುವ ಅಭ್ಯರ್ಥಿಗಳು ಅರ್ಜಿ ಸಲ್ಲಿಸಬಹುದಾಗಿದೆ. ತರಬೇತಿ ಕಾರ್ಯಾಗಾರವು 2 ದಿನಗಳ ಕಾಲ ನಡೆಯಲಿದ್ದು, ತರಬೇತಿ ಅವಧಿಯಲ್ಲಿ ಉಚಿತ ಊಟ, ವಸತಿ ಹಾಗೂ ಸಾರಿಗೆ ವ್ಯವಸ್ಥೆ ಕಲ್ಪಿಸಲಾಗುವುದು. ತರಬೇತಿ ಪಡೆದ ಅಭ್ಯರ್ಥಿಗಳಿಗೆ ಪ್ರಮಾಣ ಪತ್ರ ನೀಡಲಾಗುವುದು. ಆಸಕ್ತ ಅಭ್ಯರ್ಥಿಗಳು ನಿಗಮದ ಜಾಲತಾಣ https:// banjarathanda.karnataka.gov ಮೂಲಕ ಆಗಸ್ಟ್ 2ರೊಳಗಾಗಿ ಅರ್ಜಿ ಸಲ್ಲಿಸಬಹುದು. ಹೆಚ್ಚಿನ ಮಾಹಿತಿಗಾಗಿ ಕರ್ನಾಟಕ ತಾಂಡ ಅಭಿವೃದ್ಧಿ ನಿಗಮ, ತುಮಕೂರು ವಲಯ, ಸರಸ್ವತಿ ಪುರಂ, 2ನೇ ಹಂತ, ತುಮಕೂರು-572102 ಹಾಗೂ ದೂ.ಸಂ:0816-2956063 ಅಥವಾ ಇ-ಮೇಲ್: tumkurktdcl@gmail.com ಅನ್ನು ಸಂಪರ್ಕಿಸಬಹುದಾಗಿದೆ ಎಂದು ನಿಗಮದ ಅಭಿವೃದ್ಧಿ ಅಧಿಕಾರಿ ಪ್ರಕಟಣೆಯಲ್ಲಿ ತಿಳಿಸಿದ್ದಾರೆ. — [6, 270, 244, 406]
quote-body: ಪಟ್ಟಣದ ಬೀದಿ ಬೀದಿಯ ಕಸವನ್ನು ಕಸ ಸಂಗ್ರಹಕರು ವಿಲೇ ಮಾಡುತ್ತಿಲ್ಲ. ಚರಂಡಿ ಕ್ಲೀನ್ ಮಾಡಿ ಚರಂಡಿ ಪಕ್ಕದಲ್ಲೇ ಸುರಿಯುತ್ತಾರೆ. ಪಟ್ಟಣದ ಪ್ರತಿ ದಿನನಿಯೋಜನೆ ಕಸ ಕಸ, ಕೊಳ್ಳ ರಾಚುತ್ತಿದೆ. ನಿರ್ಮಾಣವಾದ ಮನೆಗಳ ಸೇದಿನಿಂದ ದುರ್ನಾತದ, ಸೊಳ್ಳೆಗಳ ಹಾವಳಿ ಕಡಿಮೆಯಾಗಿಲ್ಲ. ಇದರಿಂದ ಇಲ್ಲಿ ಓಡಾಡುವ ಪ್ರತಿಯೊಬ್ಬರ ಆರೋಗ್ಯ ನಿರ್ಮಾಣವಾಗಿದೆ. — [643, 1045, 935, 1074]
july-day-item: ಜುಲೈ 2: ವಿಶ್ವ ಯುಎಫ್‌ಒ ದಿನ, ವಿಶ್ವ ಕ್ರೀಡಾ ಪತ್ರಕರ್ತರ ದಿನ — [703, 117, 939, 128]
article-subheadline: ಅರ್ಜಿ ಆಹ್ವಾನ — [756, 569, 886, 602]
quote-box-resident — [568, 1024, 940, 1116]
article-text-col1: ಶಿರಾ: ಶಿರಾ ಅರಣ್ಯ ವಲಯ ಶೀಬಿ ಗಸ್ತಿನ ಬ್ಯಾಡಿಂಬ ಕಲ್ಲಿನಲ್ಲಿ ಹೊಟ್ಟು ವಿಶ್ವದಲ್ಲಿ ಸ್ಥಳದ ಸ.ನಂ 89ರಲ್ಲಿ ಕಾಡು ಹಂದಿ ಸುತ್ತುತ್ತಿರುವ ಬಗ್ಗೆ ಖಚಿತ ಮಾಹಿತಿ ಮೇರೆಗೆ ವಲಯ ಅರಣ್ಯ ಅಧಿಕಾರಿಯವರು ಕಾರ್ಯಾಚರಣೆ ನಡೆಸಿ ಸುಮಾರು 04 ಕಾಡುಹಂದಿಗಳ ಬೇಟೆಯಾಡಿ ಹಾಗೂ ಒಂದು ಬೈಕ್, ಒಂದು ಸಣ್ಣರ್, ಒಂದು ಚೂರಿ ಹಾಗೂ ಎರಡು ಕತ್ತರಿಗಳು ಒಟ್ಟು 02 ಮರದ ತುಂಡುಗಳನ್ನು ವಶಪಡಿಸಿಕೊಂಡು ಪ್ರಕರಣ ದಾಖಲಿಸಿದ್ದಾರೆ. ಜುಲೈ 23ರಂದು ಮಧ್ಯಾಹ್ನ ಸುಮಾರು 1:30 ಗಂಟೆ ಸಮಯದಲ್ಲಿ ಬೇಟೆಯಾಡಿ ತಂದಿದ್ದ ಕಾಡುಹಂದಿಗಳನ್ನು ಕೃತ್ಯದಲ್ಲಿ ಭಾಗಿಯಾಗಿದ್ದ ಕಲ್ಲೇಶಪ್ಪ ಹೊಬೇಲಿ ಗೋರಸಂದ್ರ ಗ್ರಾಮದ ವಾಸಿಯಾದ ಲೇಟ್ ಬಿನ್ ಲೇಟ್ ರಂಗದಾಸಪ್ಪ ಎಂಬುವವರನ್ನು ಬಂಧಿಸಲಾಗಿದ್ದು, ಉಳಿದ 6 ಜನ ಆರೋಪಿಗಳಾದ ಸಿದ್ದಪ್ಪ ಬಿನ್ ತಿಪ್ಪೇಸ್ವಾಮಿ, ಬೆಂಕಿ ಗ್ರಾಮ, ರಾಮಣ್ಣ ಬಿನ್ ಗೋವಿಂದಪ್ಪ, ಅಮಲಗೊಂದಿ ಪಶ್ವಕರಟ್ಟಿ, ರಂಗ ಮತ್ತು ರಮೇಶ, ಇನ್ನಿಬ್ಬರು — [252, 270, 396, 416]
july-day-item: ಜುಲೈ 23: ರಾಷ್ಟ್ರೀಯ ಪ್ರಸಾರ ದಿನ — [703, 319, 939, 330]
issue-date: Date:26-07-2025 Saturday — [200, 46, 301, 56]
photo-caption: ನಿಗದಿತ ಅವಧಿಯಲ್ಲಿ ಚಾಲಕರಿಗೆ ಸರ್ವೀಸ್ ಮಾಡಿಸದೇ ಸುಸ್ಥಿತಿಯಲ್ಲಿದೆಯೋ ಇಲ್ಲವೋ ಎಂಬುದೂ ತಿಳಿಯದೇ ನಿಂತಲ್ಲೇ ಹಾಳಾಗುತ್ತಿರುವ ವಾಹನಗಳು ಪಂಚಾಯತಿಯ ಅಸಡ್ಡೆಗೆ ಹಿಡಿದ ಕನ್ನಡಿಯಾಗಿವೆ. — [210, 1182, 350, 1221]
july-day-item: ಜುಲೈ 22: ಪೈ ಅಂದಾಜು ದಿನ — [703, 308, 939, 319]
divider — [6, 960, 940, 962]
insurance-photo — [366, 66, 699, 178]
article-banjara — [6, 226, 244, 586]
page-number: 2 — [896, 44, 910, 58]
article-text-col3: ಮಾತನಾಡಿ ತೇಜಸ್ ಎಜುಕೇಶನ್ ಮತ್ತು ಚಾರಿಟಬಲ್ ಟ್ರಸ್ಟ್ ಸೇವೆಗಳು ಶಾಲಾ ಮಕ್ಕಳ ವಿದ್ಯಾಭ್ಯಾಸಕ್ಕೆ ಪೂರಕವಾಗಿದ್ದು, ಪ್ರತಿ ವಿದ್ಯಾರ್ಥಿಗಳು ಟ್ರಸ್ಟ್ ಸಮಾಜಮುಖಿ ಸೇವೆಗಳ ಸದುಪಯೋಗ ಪಡೆದುಕೊಳ್ಳಬೇಕು. ಉತ್ತಮ ಭವಿಷ್ಯ ರೂಪಿಸಿಕೊಳ್ಳಬೇಕು ಎಂದರು. ಗ್ರಾ.ಪಂ ಅಧ್ಯಕ್ಷ ಹಾಗೂ ಸದಸ್ಯರು, ಶಾಲಾ ಶಿಕ್ಷಕರು, ಗ್ರಾಮಸ್ಥರು ಹಾಜರಿದ್ದರು. ಕಾರ್ಯಕ್ರಮದಲ್ಲಿ ಶಾಲೆಯ ಶಿಕ್ಷಕ ವೃಂದ, ಪೋಷಕರು, ವಿದ್ಯಾರ್ಥಿಗಳು ಪಾಲ್ಗೊಂಡಿದ್ದರು. ಟ್ರಸ್ಟ್ ಮಾರ್ಗದರ್ಶಕರಾದ ಸಾಹಿತಿ ಸ್ವಾಮಿ ಅವರು ಅರ್ಹ ವಿದ್ಯಾರ್ಥಿಗಳಿಗೆ ಅಭಿನಂದನೆ ಸಲ್ಲಿಸಿದರು. — [552, 724, 698, 812]
july-day-item: ದಿನ), ರಾಷ್ಟ್ರೀಯ ಸೋಡಾ ದಿನ — [703, 375, 939, 386]
july-day-item: ಜುಲೈ 25: ವಿಶ್ವ ಮುಳುಗುವಿಕೆ ತಡೆ ದಿನ — [703, 353, 939, 364]
